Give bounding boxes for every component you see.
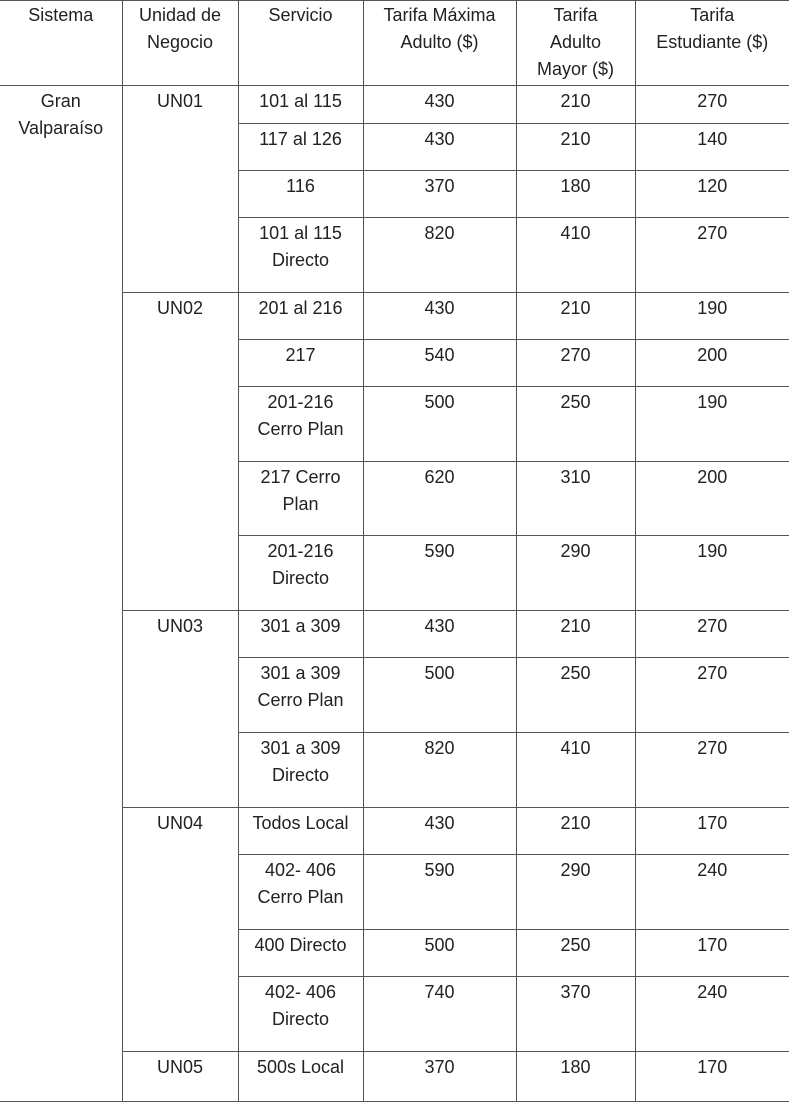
tarifa-adulto-cell: 500 xyxy=(363,387,516,462)
unidad-negocio-cell: UN05 xyxy=(122,1052,238,1102)
tarifa-adulto-cell: 430 xyxy=(363,611,516,658)
tarifa-adulto-mayor-cell: 290 xyxy=(516,536,635,611)
servicio-cell: 217 xyxy=(238,340,363,387)
servicio-cell: 116 xyxy=(238,171,363,218)
tarifa-adulto-mayor-cell: 210 xyxy=(516,86,635,124)
header-sistema: Sistema xyxy=(0,1,122,86)
tarifa-adulto-cell: 740 xyxy=(363,977,516,1052)
tarifa-adulto-cell: 370 xyxy=(363,171,516,218)
tarifa-adulto-cell: 370 xyxy=(363,1052,516,1102)
tarifa-estudiante-cell: 170 xyxy=(635,930,789,977)
tarifa-estudiante-cell: 200 xyxy=(635,340,789,387)
header-row xyxy=(0,1,789,86)
table-body xyxy=(0,86,789,1102)
unidad-negocio-cell: UN04 xyxy=(122,808,238,1052)
tarifa-estudiante-cell: 140 xyxy=(635,124,789,171)
tarifa-adulto-cell: 500 xyxy=(363,658,516,733)
servicio-cell: 301 a 309 Cerro Plan xyxy=(238,658,363,733)
tarifa-estudiante-cell: 190 xyxy=(635,536,789,611)
tarifa-adulto-mayor-cell: 180 xyxy=(516,1052,635,1102)
servicio-cell: 201-216 Cerro Plan xyxy=(238,387,363,462)
tarifa-adulto-mayor-cell: 410 xyxy=(516,733,635,808)
sistema-cell: Gran Valparaíso xyxy=(0,86,122,1102)
tarifa-adulto-cell: 820 xyxy=(363,218,516,293)
header-tarifa-adulto: Tarifa Máxima Adulto ($) xyxy=(363,1,516,86)
header-tarifa-adulto-mayor: Tarifa Adulto Mayor ($) xyxy=(516,1,635,86)
tarifa-estudiante-cell: 170 xyxy=(635,808,789,855)
tarifa-estudiante-cell: 190 xyxy=(635,387,789,462)
tarifa-estudiante-cell: 270 xyxy=(635,86,789,124)
tarifa-adulto-mayor-cell: 250 xyxy=(516,387,635,462)
table-row xyxy=(0,86,789,124)
tarifa-estudiante-cell: 270 xyxy=(635,611,789,658)
unidad-negocio-cell: UN01 xyxy=(122,86,238,293)
tarifa-adulto-cell: 500 xyxy=(363,930,516,977)
tarifa-estudiante-cell: 270 xyxy=(635,658,789,733)
servicio-cell: 217 Cerro Plan xyxy=(238,462,363,536)
servicio-cell: 301 a 309 Directo xyxy=(238,733,363,808)
tarifa-estudiante-cell: 170 xyxy=(635,1052,789,1102)
servicio-cell: 101 al 115 Directo xyxy=(238,218,363,293)
tarifa-adulto-cell: 430 xyxy=(363,86,516,124)
header-unidad-negocio: Unidad de Negocio xyxy=(122,1,238,86)
tarifa-adulto-mayor-cell: 250 xyxy=(516,930,635,977)
tarifa-adulto-mayor-cell: 270 xyxy=(516,340,635,387)
tarifa-adulto-mayor-cell: 370 xyxy=(516,977,635,1052)
tarifa-adulto-cell: 820 xyxy=(363,733,516,808)
servicio-cell: 201-216 Directo xyxy=(238,536,363,611)
servicio-cell: 402- 406 Directo xyxy=(238,977,363,1052)
tarifa-adulto-mayor-cell: 210 xyxy=(516,124,635,171)
servicio-cell: 117 al 126 xyxy=(238,124,363,171)
header-tarifa-estudiante: Tarifa Estudiante ($) xyxy=(635,1,789,86)
servicio-cell: Todos Local xyxy=(238,808,363,855)
tarifa-adulto-cell: 540 xyxy=(363,340,516,387)
tarifa-adulto-cell: 590 xyxy=(363,855,516,930)
tarifa-estudiante-cell: 240 xyxy=(635,855,789,930)
tarifa-adulto-cell: 590 xyxy=(363,536,516,611)
tarifa-adulto-mayor-cell: 410 xyxy=(516,218,635,293)
tarifa-estudiante-cell: 190 xyxy=(635,293,789,340)
servicio-cell: 101 al 115 xyxy=(238,86,363,124)
unidad-negocio-cell: UN03 xyxy=(122,611,238,808)
tarifa-estudiante-cell: 200 xyxy=(635,462,789,536)
tarifa-estudiante-cell: 240 xyxy=(635,977,789,1052)
tarifa-estudiante-cell: 120 xyxy=(635,171,789,218)
tarifa-adulto-mayor-cell: 210 xyxy=(516,808,635,855)
tarifa-adulto-mayor-cell: 210 xyxy=(516,293,635,340)
servicio-cell: 400 Directo xyxy=(238,930,363,977)
tarifa-adulto-mayor-cell: 250 xyxy=(516,658,635,733)
tarifa-adulto-mayor-cell: 290 xyxy=(516,855,635,930)
tarifa-adulto-mayor-cell: 180 xyxy=(516,171,635,218)
tarifa-adulto-cell: 620 xyxy=(363,462,516,536)
tarifa-adulto-mayor-cell: 310 xyxy=(516,462,635,536)
tarifa-estudiante-cell: 270 xyxy=(635,218,789,293)
tarifa-adulto-mayor-cell: 210 xyxy=(516,611,635,658)
tarifa-adulto-cell: 430 xyxy=(363,124,516,171)
servicio-cell: 500s Local xyxy=(238,1052,363,1102)
servicio-cell: 301 a 309 xyxy=(238,611,363,658)
header-servicio: Servicio xyxy=(238,1,363,86)
unidad-negocio-cell: UN02 xyxy=(122,293,238,611)
tarifa-adulto-cell: 430 xyxy=(363,808,516,855)
servicio-cell: 402- 406 Cerro Plan xyxy=(238,855,363,930)
servicio-cell: 201 al 216 xyxy=(238,293,363,340)
tarifa-adulto-cell: 430 xyxy=(363,293,516,340)
tarifa-estudiante-cell: 270 xyxy=(635,733,789,808)
